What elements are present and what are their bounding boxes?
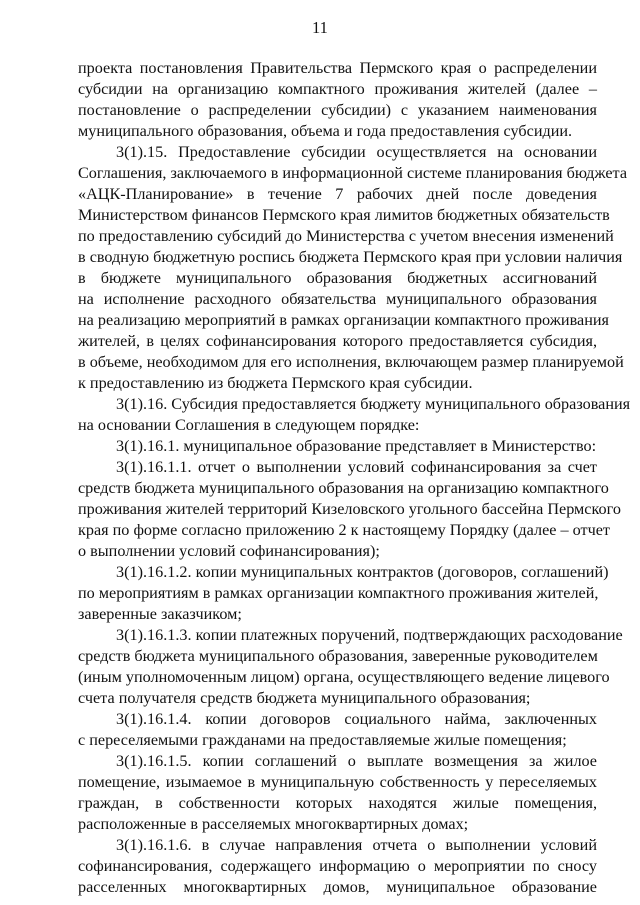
text-line: постановление о распределении субсидии) с указанием наименования [78,101,597,119]
text-line: 3(1).16.1.2. копии муниципальных контрактов (договоров, соглашений) [116,563,609,581]
text-line: к предоставлению из бюджета Пермского края субсидии. [78,374,473,392]
text-line: в сводную бюджетную роспись бюджета Пермского края при условии наличия [78,248,623,266]
text-line: муниципального образования, объема и года предоставления субсидии. [78,122,573,140]
text-line: «АЦК-Планирование» в течение 7 рабочих дней после доведения [78,185,597,203]
paragraph [78,835,597,898]
document-body [78,58,631,898]
text-line: расположенные в расселяемых многоквартирных домах; [78,815,469,833]
text-line: 3(1).15. Предоставление субсидии осуществляется на основании [116,143,597,161]
text-line: о выполнении условий софинансирования); [78,542,380,560]
text-line: на основании Соглашения в следующем порядке: [78,416,420,434]
text-line: Соглашения, заключаемого в информационной системе планирования бюджета [78,164,628,182]
paragraph [78,751,597,835]
paragraph [78,436,597,457]
paragraph [78,142,628,394]
text-line: на исполнение расходного обязательства муниципального образования [78,290,597,308]
paragraph [78,562,609,625]
text-line: 3(1).16.1.5. копии соглашений о выплате возмещения за жилое [116,752,597,770]
paragraph [78,625,623,709]
text-line: 3(1).16.1.1. отчет о выполнении условий софинансирования за счет [116,458,597,476]
text-line: средств бюджета муниципального образования, заверенные руководителем [78,647,598,665]
text-line: расселенных многоквартирных домов, муниципальное образование [78,878,597,896]
text-line: в бюджете муниципального образования бюджетных ассигнований [78,269,597,287]
text-line: помещение, изымаемое в муниципальную собственность у переселяемых [78,773,597,791]
text-line: по мероприятиям в рамках организации компактного проживания жителей, [78,584,599,602]
text-line: заверенные заказчиком; [78,605,242,623]
text-line: Министерством финансов Пермского края лимитов бюджетных обязательств [78,206,610,224]
text-line: субсидии на организацию компактного проживания жителей (далее – [78,80,597,98]
text-line: 3(1).16.1.6. в случае направления отчета о выполнении условий [116,836,597,854]
text-line: 3(1).16.1.4. копии договоров социального найма, заключенных [116,710,597,728]
text-line: жителей, в целях софинансирования которого предоставляется субсидия, [78,332,597,350]
text-line: софинансирования, содержащего информацию о мероприятии по сносу [78,857,597,875]
text-line: 3(1).16.1.3. копии платежных поручений, подтверждающих расходование [116,626,623,644]
text-line: по предоставлению субсидий до Министерства с учетом внесения изменений [78,227,614,245]
text-line: с переселяемыми гражданами на предоставляемые жилые помещения; [78,731,567,749]
text-line: края по форме согласно приложению 2 к настоящему Порядку (далее – отчет [78,521,610,539]
text-line: в объеме, необходимом для его исполнения, включающем размер планируемой [78,353,624,371]
paragraph [78,58,597,142]
paragraph [78,394,631,436]
paragraph [78,457,621,562]
text-line: 3(1).16. Субсидия предоставляется бюджету муниципального образования [116,395,631,413]
text-line: проекта постановления Правительства Пермского края о распределении [78,59,597,77]
text-line: проживания жителей территорий Кизеловского угольного бассейна Пермского [78,500,621,518]
paragraph [78,709,597,751]
text-line: 3(1).16.1. муниципальное образование представляет в Министерство: [116,437,597,455]
text-line: граждан, в собственности которых находятся жилые помещения, [78,794,597,812]
text-line: счета получателя средств бюджета муниципального образования; [78,689,531,707]
text-line: средств бюджета муниципального образования на организацию компактного [78,479,609,497]
text-line: (иным уполномоченным лицом) органа, осуществляющего ведение лицевого [78,668,610,686]
text-line: на реализацию мероприятий в рамках организации компактного проживания [78,311,609,329]
page-number: 11 [312,18,328,37]
